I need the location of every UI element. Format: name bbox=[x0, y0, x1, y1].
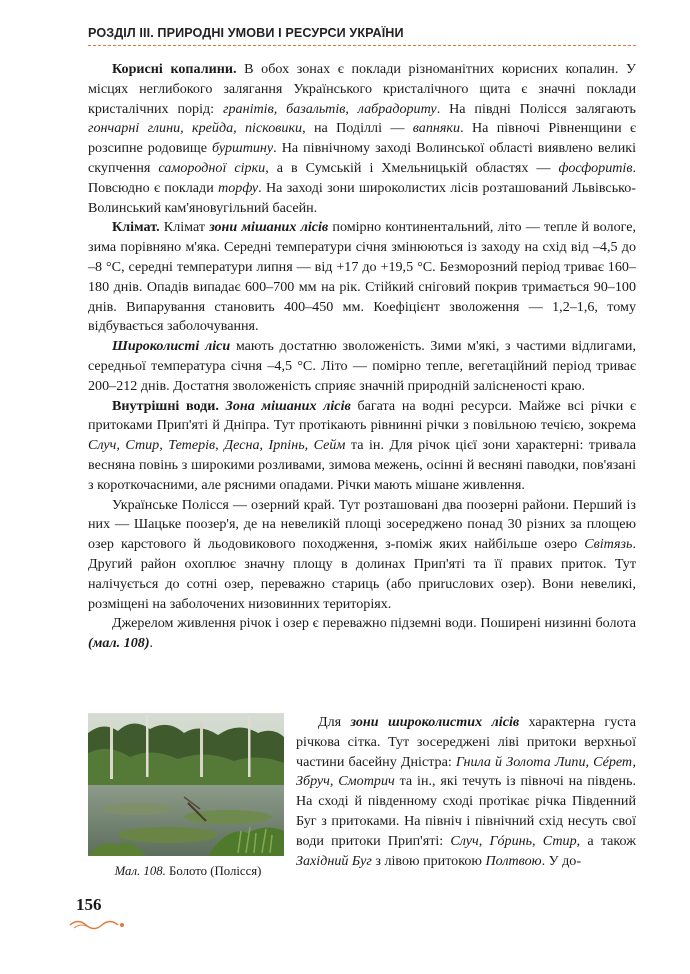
header-dashed-rule bbox=[88, 45, 636, 46]
page-ornament-icon bbox=[68, 918, 128, 932]
section-title: РОЗДІЛ ІІІ. ПРИРОДНІ УМОВИ І РЕСУРСИ УКРАЇНИ bbox=[88, 26, 404, 40]
text-run: Джерелом живлення річок і озер є переважно підземні води. Поширені низинні болота bbox=[112, 615, 636, 632]
text-run: . У до- bbox=[541, 852, 582, 869]
text-emphasis: бурштину bbox=[212, 140, 274, 157]
text-run: та ін. Для річок цієї зони характерні: тривала весняна повінь з широкими розливами, зимова межень, осінні й весняні паводки, пов'язані з короткочасними, але рясними опадами. Річки мають мішане живлення. bbox=[88, 437, 636, 493]
figure-caption bbox=[88, 864, 288, 879]
paragraph bbox=[88, 60, 636, 218]
paragraph-right bbox=[296, 713, 636, 871]
text-emphasis: Клімат. bbox=[112, 219, 160, 236]
text-emphasis: Полтвою bbox=[485, 852, 542, 869]
swamp-illustration bbox=[88, 713, 284, 856]
text-run: , а також bbox=[576, 832, 636, 849]
text-emphasis: фосфоритів bbox=[558, 159, 633, 176]
text-run: Клімат bbox=[159, 219, 210, 236]
text-emphasis: зони мішаних лісів bbox=[209, 219, 329, 236]
text-run: . Другий район охоплює значну площу в долинах Прип'яті та її правих приток. Тут налічується до сотні озер, переважно стариць (або приruслових озер). Вони невеликі, розміщені на заболочених низовинних територіях. bbox=[88, 536, 636, 612]
text-emphasis: Світязь bbox=[584, 536, 633, 553]
swamp-photo bbox=[88, 713, 284, 856]
text-run: . На заході зони широколистих лісів розташований Львівсько-Волинський кам'яновугільний басейн. bbox=[88, 179, 636, 216]
caption-label: Мал. 108. bbox=[114, 864, 166, 878]
paragraph bbox=[88, 397, 636, 496]
text-emphasis: Зона мішаних лісів bbox=[225, 397, 351, 414]
text-run: , а в Сумській і Хмельницькій областях — bbox=[265, 159, 559, 176]
caption-text: Болото (Полісся) bbox=[165, 864, 262, 878]
text-run: помірно континентальний, літо — тепле й вологе, зима порівняно м'яка. Середні температури січня змінюються із заходу на схід від –4,5 до –8 °С, середні температури липня — від +17 до +19,5 °С. Безморозний період триває 160–180 днів. Опадів випадає 600–700 мм на рік. Стійкий сніговий покрив тримається 90–100 днів. Випарування становить 400–450 мм. Коефіцієнт зволоження — 1,2–1,6, тому відбувається заболочування. bbox=[88, 219, 636, 335]
text-emphasis: Гнила й Золота Липи, Сéрет, Збруч, Смотрич bbox=[296, 753, 636, 790]
text-run: . На північному заході Волинської області виявлено великі скупчення bbox=[88, 140, 636, 176]
text-emphasis: гончарні глини, крейда, пісковики bbox=[88, 120, 303, 137]
page-number: 156 bbox=[76, 895, 102, 914]
text-run: В обох зонах є поклади різноманітних корисних копалин. У місцях неглибокого залягання Українського кристалічного щита є значні поклади кристалічних порід: bbox=[88, 61, 636, 117]
text-run: . На півночі Рівненщини є розсипне родовище bbox=[88, 120, 636, 157]
text-run: . Повсюдно є поклади bbox=[88, 159, 636, 196]
text-emphasis: Широколисті ліси bbox=[112, 338, 231, 355]
paragraph bbox=[88, 496, 636, 615]
text-run: , на Поділлі — bbox=[302, 120, 413, 137]
figure-108 bbox=[88, 713, 288, 879]
text-run: Для bbox=[318, 714, 351, 730]
text-emphasis: торфу bbox=[218, 179, 259, 196]
text-emphasis: Корисні копалини. bbox=[112, 61, 237, 77]
text-emphasis: вапняки bbox=[412, 120, 461, 137]
text-emphasis: (мал. 108) bbox=[88, 635, 150, 652]
text-emphasis: Случ, Стир, Тетерів, Десна, Ірпінь, Сейм bbox=[88, 437, 346, 454]
text-emphasis: гранітів, базальтів, лабрадориту bbox=[222, 100, 437, 117]
paragraph bbox=[88, 218, 636, 337]
main-text bbox=[88, 60, 636, 654]
text-run: та ін., які течуть із півночі на південь. На сході й південному сході протікає річка Південний Буг з притоками. На північ і північний схід несуть свої води притоки Прип'яті: bbox=[296, 773, 636, 849]
text-emphasis: Внутрішні води. bbox=[112, 397, 219, 414]
text-run: мають достатню зволоженість. Зими м'які, з частими відлигами, середньої температура січня –4,5 °С. Літо — помірно тепле, вегетаційний період триває 200–212 днів. Достатня зволоженість сприяє значній природній залісненості краю. bbox=[88, 338, 636, 394]
text-run: Українське Полісся — озерний край. Тут розташовані два поозерні райони. Перший із них — Шацьке поозер'я, де на невеликій площі зосереджено понад 30 різних за площею озер карстового й льодовикового походження, з-поміж яких найбільше озеро bbox=[88, 496, 636, 553]
text-run bbox=[219, 398, 226, 414]
text-run: . bbox=[149, 635, 154, 652]
text-emphasis: зони широколистих лісів bbox=[350, 714, 520, 730]
text-emphasis: самородної сірки bbox=[158, 159, 266, 176]
text-emphasis: Случ, Гóринь, Стир bbox=[450, 832, 577, 849]
paragraph bbox=[88, 337, 636, 396]
text-run: характерна густа річкова сітка. Тут зосереджені ліві притоки верхньої частини басейну Дністра: bbox=[296, 714, 636, 770]
running-header bbox=[88, 26, 636, 46]
paragraph bbox=[88, 614, 636, 654]
text-run: з лівою притокою bbox=[371, 852, 486, 869]
text-emphasis: Західний Буг bbox=[296, 852, 372, 869]
text-run: багата на водні ресурси. Майже всі річки є притоками Прип'яті й Дніпра. Тут протікають рівнинні річки з повільною течією, зокрема bbox=[88, 397, 636, 434]
right-column-text bbox=[296, 713, 636, 871]
text-run: . На півдні Полісся залягають bbox=[436, 100, 636, 117]
